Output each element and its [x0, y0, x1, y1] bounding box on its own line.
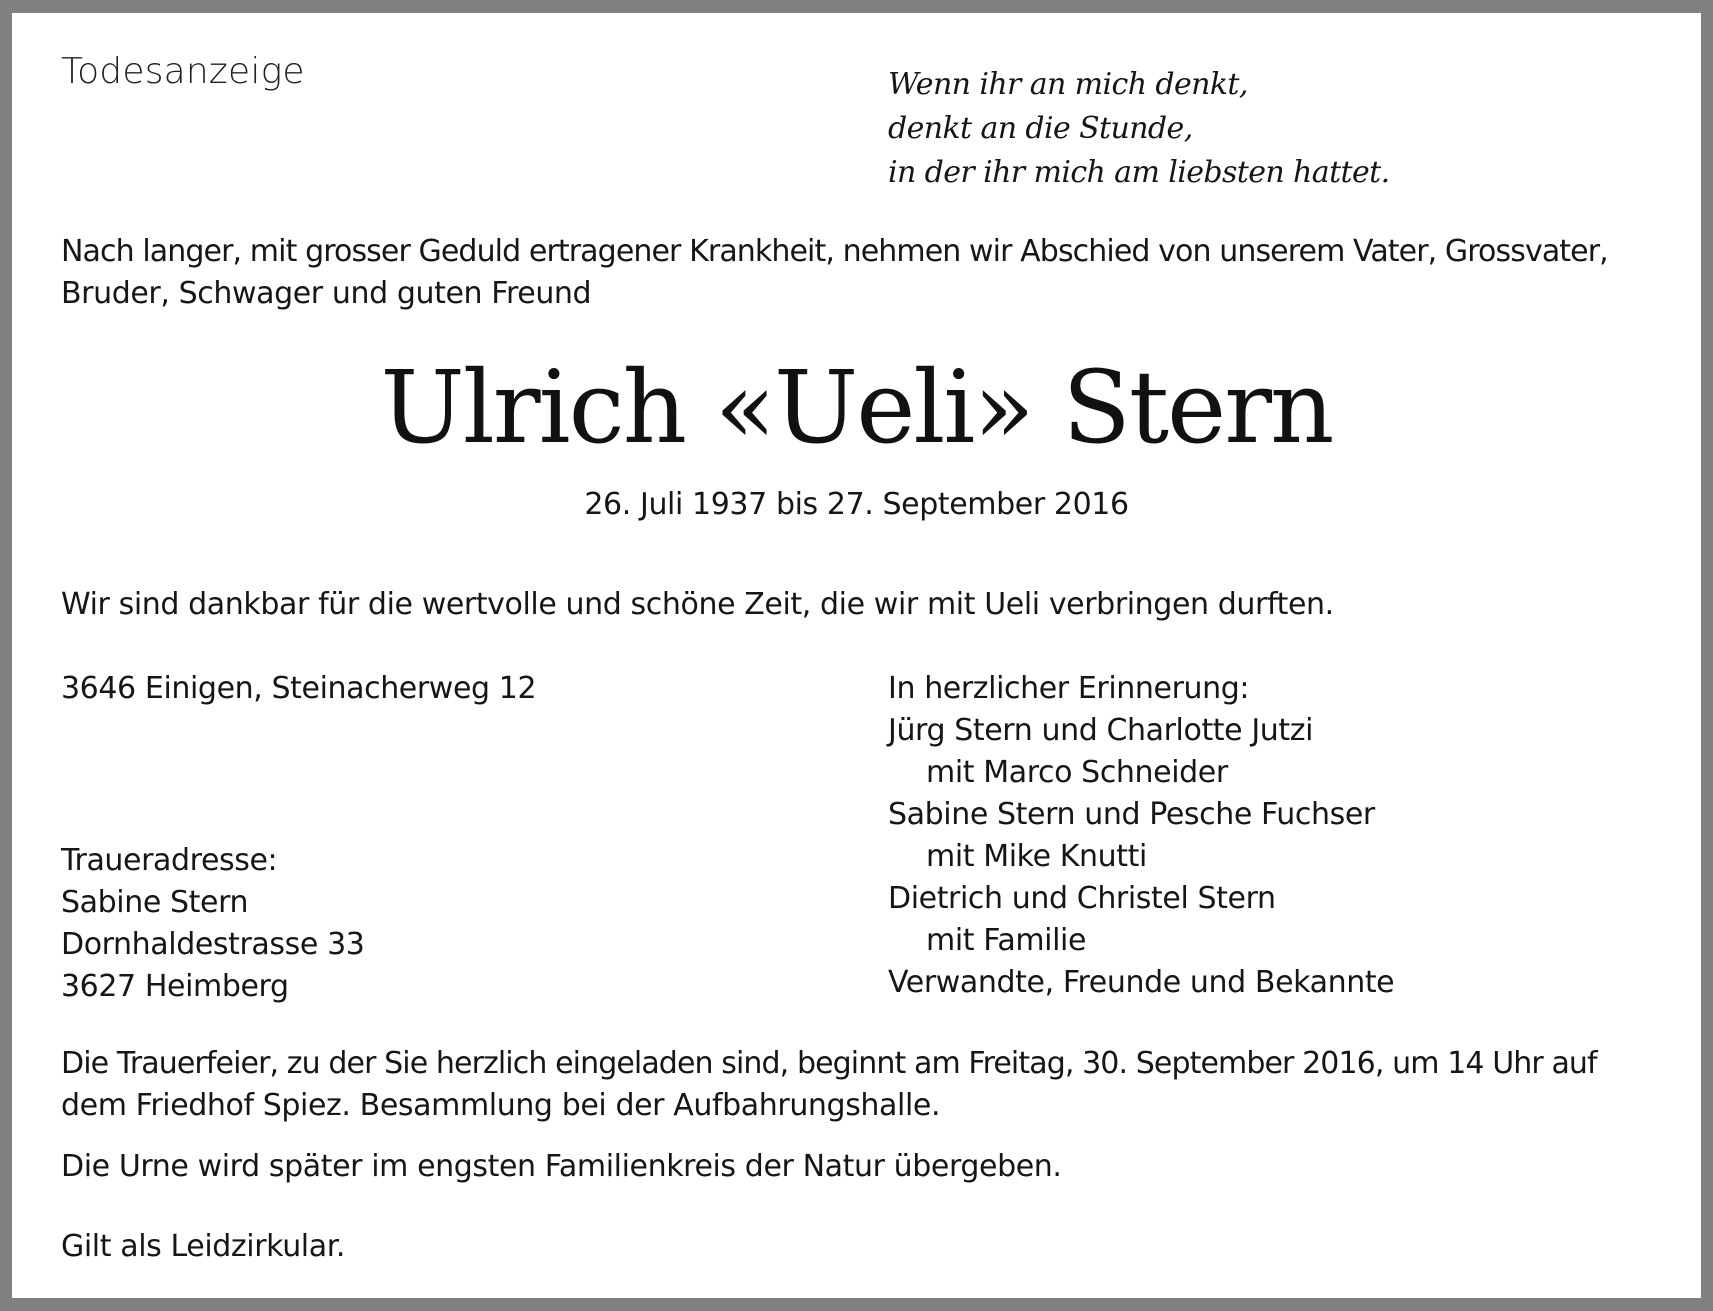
intro-line: Bruder, Schwager und guten Freund [61, 276, 592, 311]
mourner-line: mit Familie [926, 923, 1087, 958]
home-address: 3646 Einigen, Steinacherweg 12 [61, 671, 537, 706]
motto-line: in der ihr mich am liebsten hattet. [888, 155, 1390, 190]
mourner-line: mit Mike Knutti [926, 839, 1147, 874]
ceremony-line: dem Friedhof Spiez. Besammlung bei der Aufbahrungshalle. [61, 1088, 941, 1123]
mourning-address [61, 840, 364, 1008]
urn-text: Die Urne wird später im engsten Familienkreis der Natur übergeben. [61, 1149, 1062, 1184]
mourning-address-name: Sabine Stern [61, 885, 249, 920]
mourning-address-title: Traueradresse: [61, 843, 278, 878]
mourner-line: Dietrich und Christel Stern [888, 881, 1276, 916]
intro-paragraph [61, 231, 1608, 315]
mourning-address-street: Dornhaldestrasse 33 [61, 927, 365, 962]
footer-note: Gilt als Leidzirkular. [61, 1229, 346, 1264]
obituary-page [12, 13, 1701, 1298]
mourner-line: mit Marco Schneider [926, 755, 1228, 790]
notice-label: Todesanzeige [61, 51, 305, 92]
motto-verse [888, 63, 1390, 195]
motto-line: denkt an die Stunde, [888, 111, 1193, 146]
ceremony-paragraph [61, 1043, 1597, 1127]
remembrance-title: In herzlicher Erinnerung: [888, 671, 1250, 706]
remembrance-list [888, 668, 1394, 1004]
mourning-address-city: 3627 Heimberg [61, 969, 289, 1004]
mourner-line: Jürg Stern und Charlotte Jutzi [888, 713, 1314, 748]
deceased-name: Ulrich «Ueli» Stern [380, 349, 1333, 466]
gratitude-text: Wir sind dankbar für die wertvolle und schöne Zeit, die wir mit Ueli verbringen durften. [61, 587, 1334, 622]
ceremony-line: Die Trauerfeier, zu der Sie herzlich eingeladen sind, beginnt am Freitag, 30. September 2016, um 14 Uhr auf [61, 1046, 1597, 1081]
mourner-line: Verwandte, Freunde und Bekannte [888, 965, 1395, 1000]
intro-line: Nach langer, mit grosser Geduld ertragener Krankheit, nehmen wir Abschied von unserem Vater, Grossvater, [61, 234, 1608, 269]
mourner-line: Sabine Stern und Pesche Fuchser [888, 797, 1375, 832]
life-dates: 26. Juli 1937 bis 27. September 2016 [584, 487, 1129, 522]
motto-line: Wenn ihr an mich denkt, [888, 67, 1248, 102]
